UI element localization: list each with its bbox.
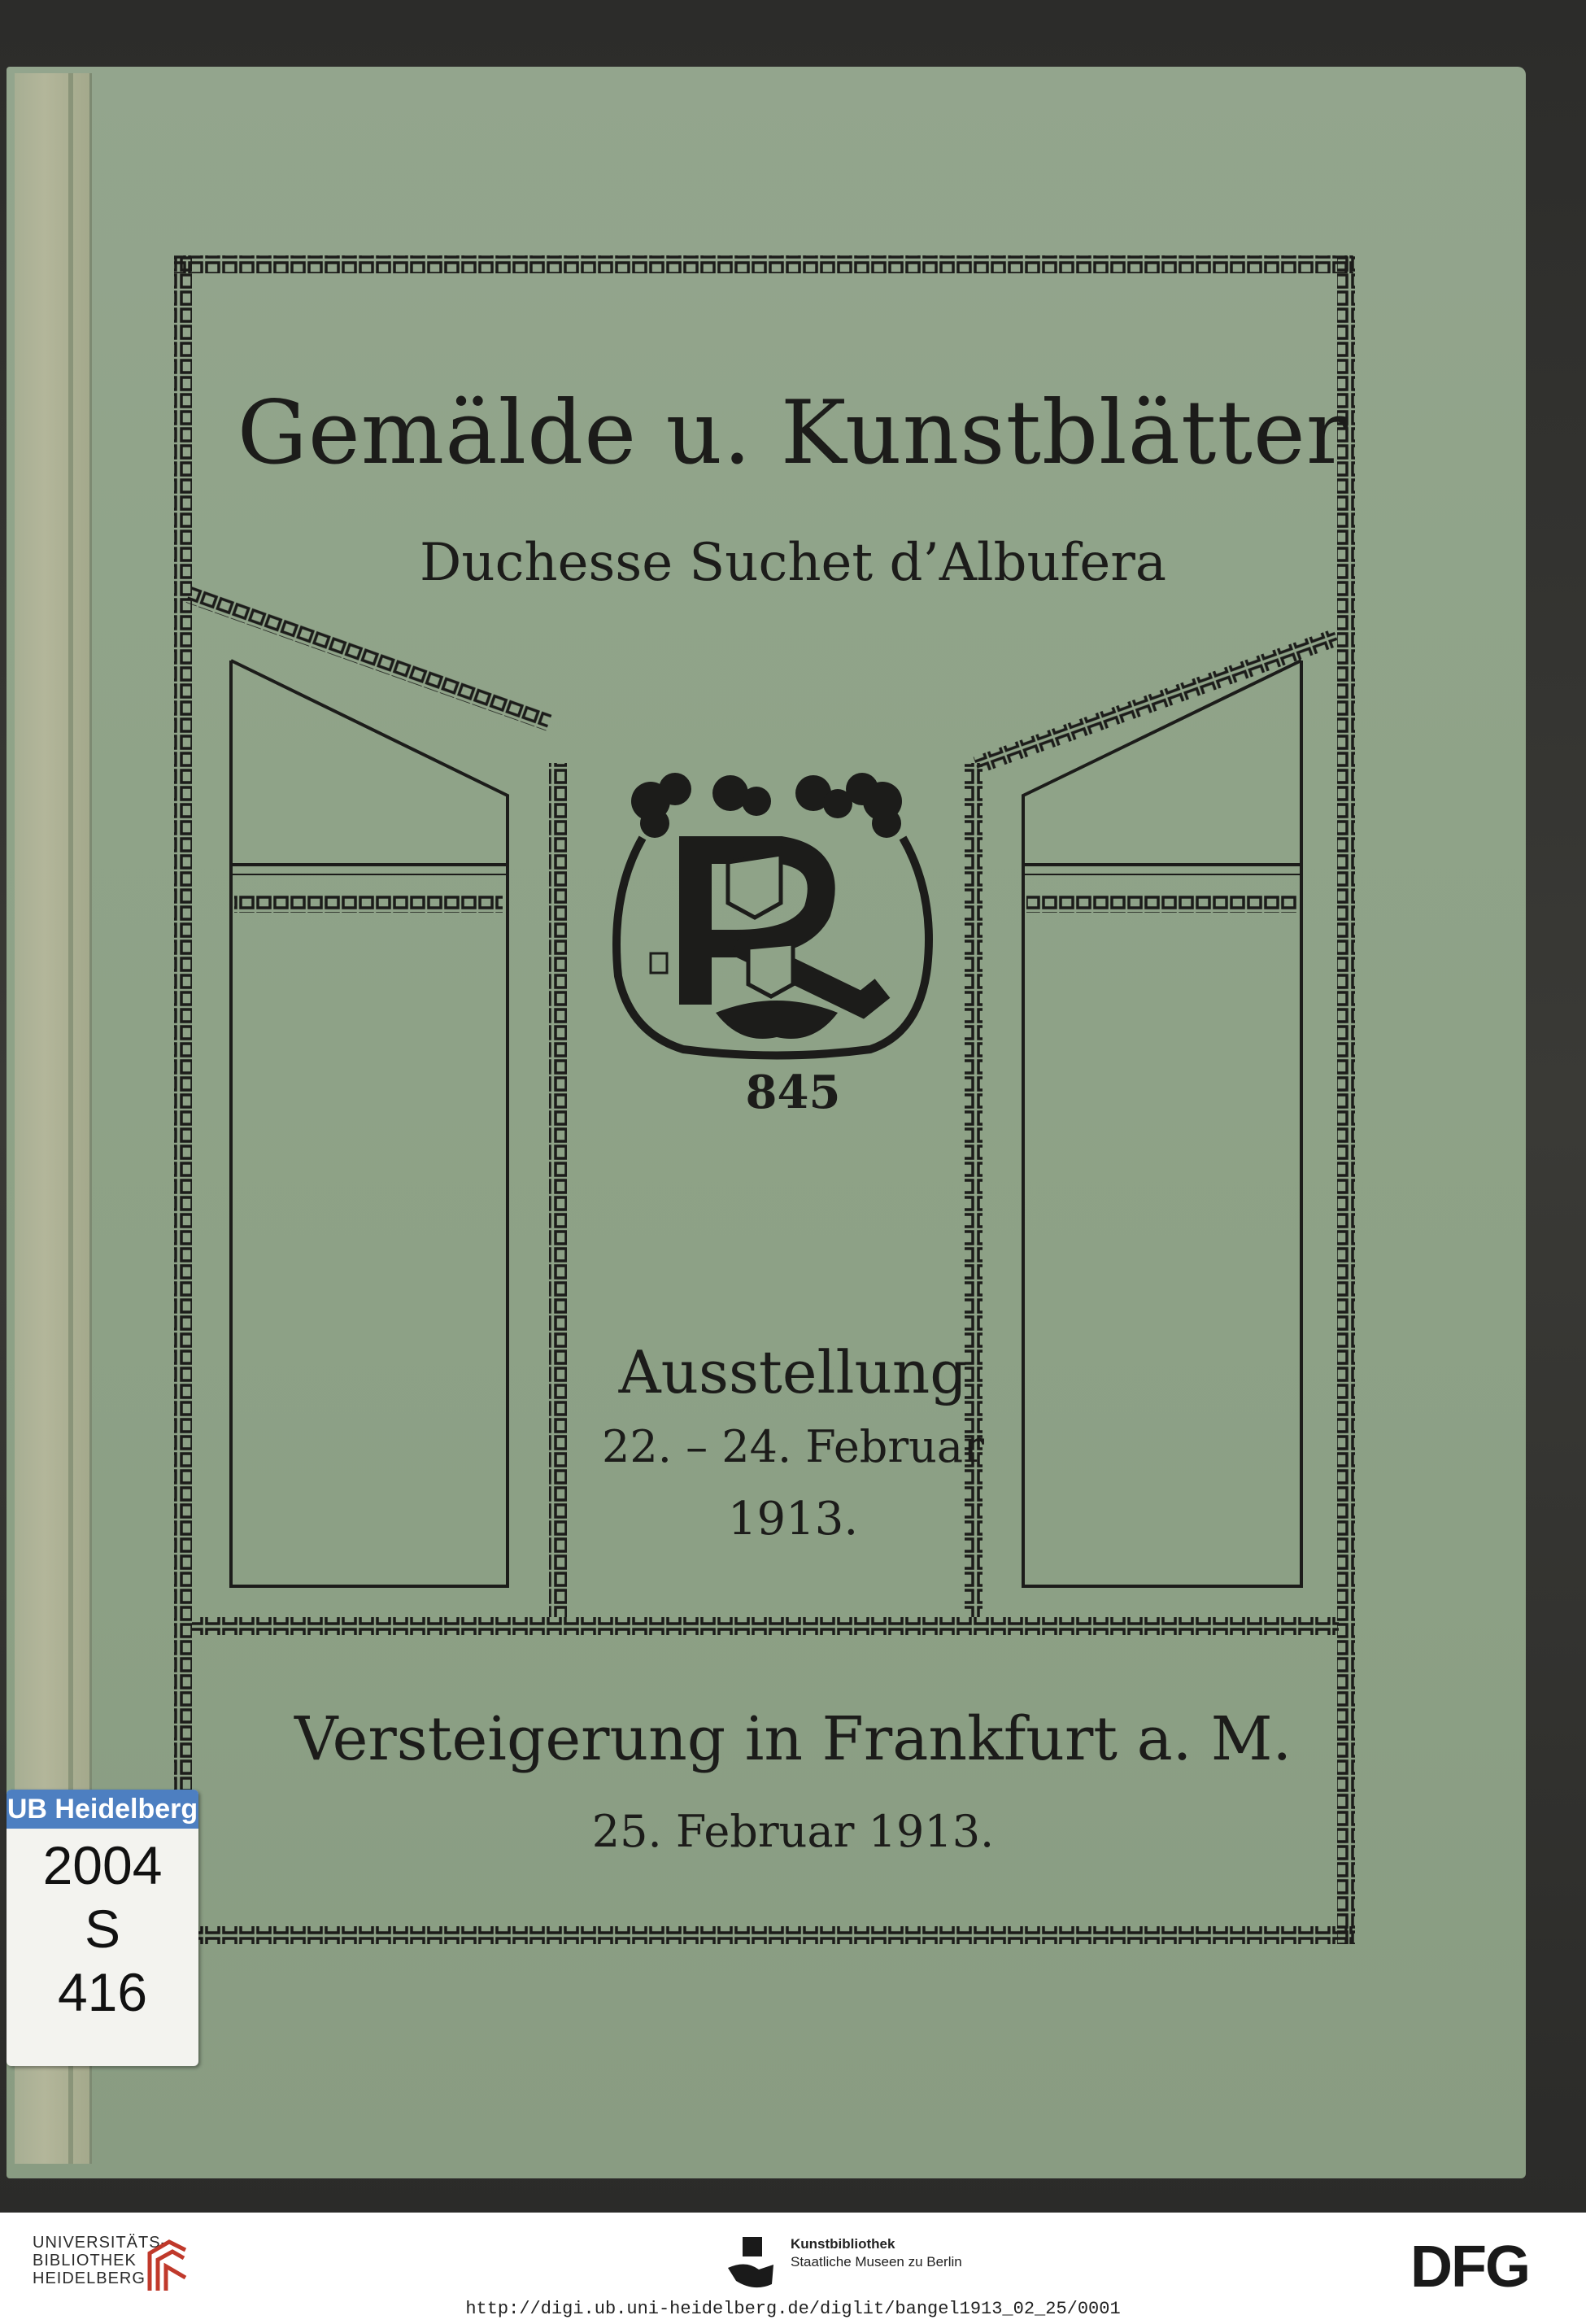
viewer-footer	[0, 2213, 1586, 2324]
kunstbibliothek-logo-icon	[726, 2235, 778, 2292]
exhibition-year: 1913.	[727, 1493, 859, 1546]
shelf-label-library: UB Heidelberg	[7, 1790, 198, 1829]
permalink-url[interactable]: http://digi.ub.uni-heidelberg.de/diglit/bangel1913_02_25/0001	[465, 2299, 1121, 2319]
auction-line: Versteigerung in Frankfurt a. M.	[294, 1704, 1292, 1774]
shelf-label	[7, 1790, 198, 2066]
shelf-label-line1: 2004	[42, 1835, 163, 1895]
dfg-logo: DFG	[1410, 2235, 1529, 2300]
auction-date: 25. Februar 1913.	[591, 1806, 995, 1857]
shelf-label-line3: 416	[57, 1962, 148, 2022]
cover-subtitle: Duchesse Suchet d’Albufera	[420, 533, 1166, 593]
kb-name: Kunstbibliothek	[791, 2236, 895, 2252]
rb-monogram-icon	[617, 773, 929, 1056]
exhibition-label: Ausstellung	[618, 1338, 968, 1406]
exhibition-dates: 22. – 24. Februar	[602, 1421, 984, 1472]
ub-heidelberg-logo-icon	[145, 2237, 190, 2296]
kunstbibliothek-name	[791, 2235, 962, 2271]
ub-name-line1: UNIVERSITÄTS-	[33, 2234, 168, 2252]
catalogue-number: 845	[745, 1066, 841, 1119]
cover-title: Gemälde u. Kunstblätter	[237, 382, 1349, 484]
left-panel-chain	[234, 895, 503, 913]
ub-name-line2: BIBLIOTHEK	[33, 2252, 137, 2269]
kb-sub: Staatliche Museen zu Berlin	[791, 2254, 962, 2269]
shelf-label-line2: S	[84, 1899, 121, 1959]
right-panel-chain	[1026, 895, 1298, 913]
ub-name-line3: HEIDELBERG	[33, 2269, 146, 2287]
